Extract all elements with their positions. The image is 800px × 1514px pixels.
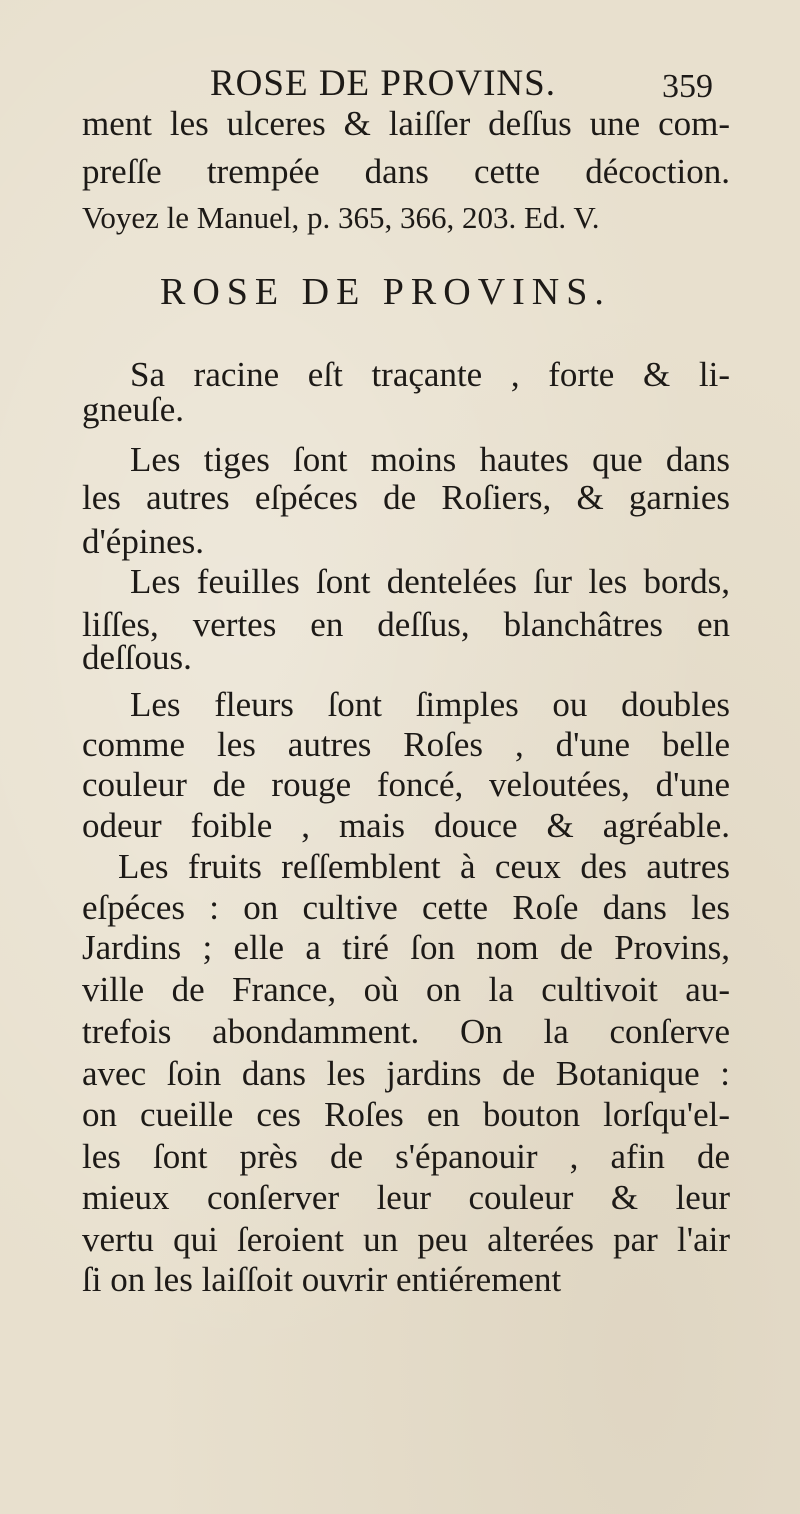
body-line: eſpéces : on cultive cette Roſe dans les — [82, 888, 730, 927]
body-line: Les tiges ſont moins hautes que dans — [130, 440, 730, 479]
body-line: mieux conſerver leur couleur & leur — [82, 1178, 730, 1217]
page-number: 359 — [662, 68, 713, 105]
body-line: comme les autres Roſes , d'une belle — [82, 725, 730, 764]
body-line: odeur foible , mais douce & agréable. — [82, 806, 730, 845]
section-title: ROSE DE PROVINS. — [160, 271, 611, 313]
body-line: Sa racine eſt traçante , forte & li- — [130, 355, 730, 394]
intro-line: Voyez le Manuel, p. 365, 366, 203. Ed. V. — [82, 200, 600, 235]
body-line: ville de France, où on la cultivoit au- — [82, 970, 730, 1009]
intro-line: ment les ulceres & laiſſer deſſus une com- — [82, 104, 730, 143]
body-line: les ſont près de s'épanouir , afin de — [82, 1137, 730, 1176]
body-line: liſſes, vertes en deſſus, blanchâtres en — [82, 605, 730, 644]
intro-line: preſſe trempée dans cette décoction. — [82, 152, 730, 191]
body-line: Les fleurs ſont ſimples ou doubles — [130, 685, 730, 724]
body-line: Les feuilles ſont dentelées ſur les bords, — [130, 562, 730, 601]
body-line: couleur de rouge foncé, veloutées, d'une — [82, 765, 730, 804]
body-line: les autres eſpéces de Roſiers, & garnies — [82, 478, 730, 517]
body-line: trefois abondamment. On la conſerve — [82, 1012, 730, 1051]
body-line: Les fruits reſſemblent à ceux des autres — [118, 847, 730, 886]
body-line: deſſous. — [82, 638, 192, 677]
body-line: avec ſoin dans les jardins de Botanique : — [82, 1054, 730, 1093]
body-line: d'épines. — [82, 522, 204, 561]
body-line: vertu qui ſeroient un peu alterées par l'air — [82, 1220, 730, 1259]
body-line: gneuſe. — [82, 390, 185, 429]
body-line: on cueille ces Roſes en bouton lorſqu'el- — [82, 1095, 730, 1134]
body-line: ſi on les laiſſoit ouvrir entiérement — [82, 1260, 562, 1299]
body-line: Jardins ; elle a tiré ſon nom de Provins, — [82, 928, 730, 967]
running-title: ROSE DE PROVINS. — [210, 63, 556, 104]
